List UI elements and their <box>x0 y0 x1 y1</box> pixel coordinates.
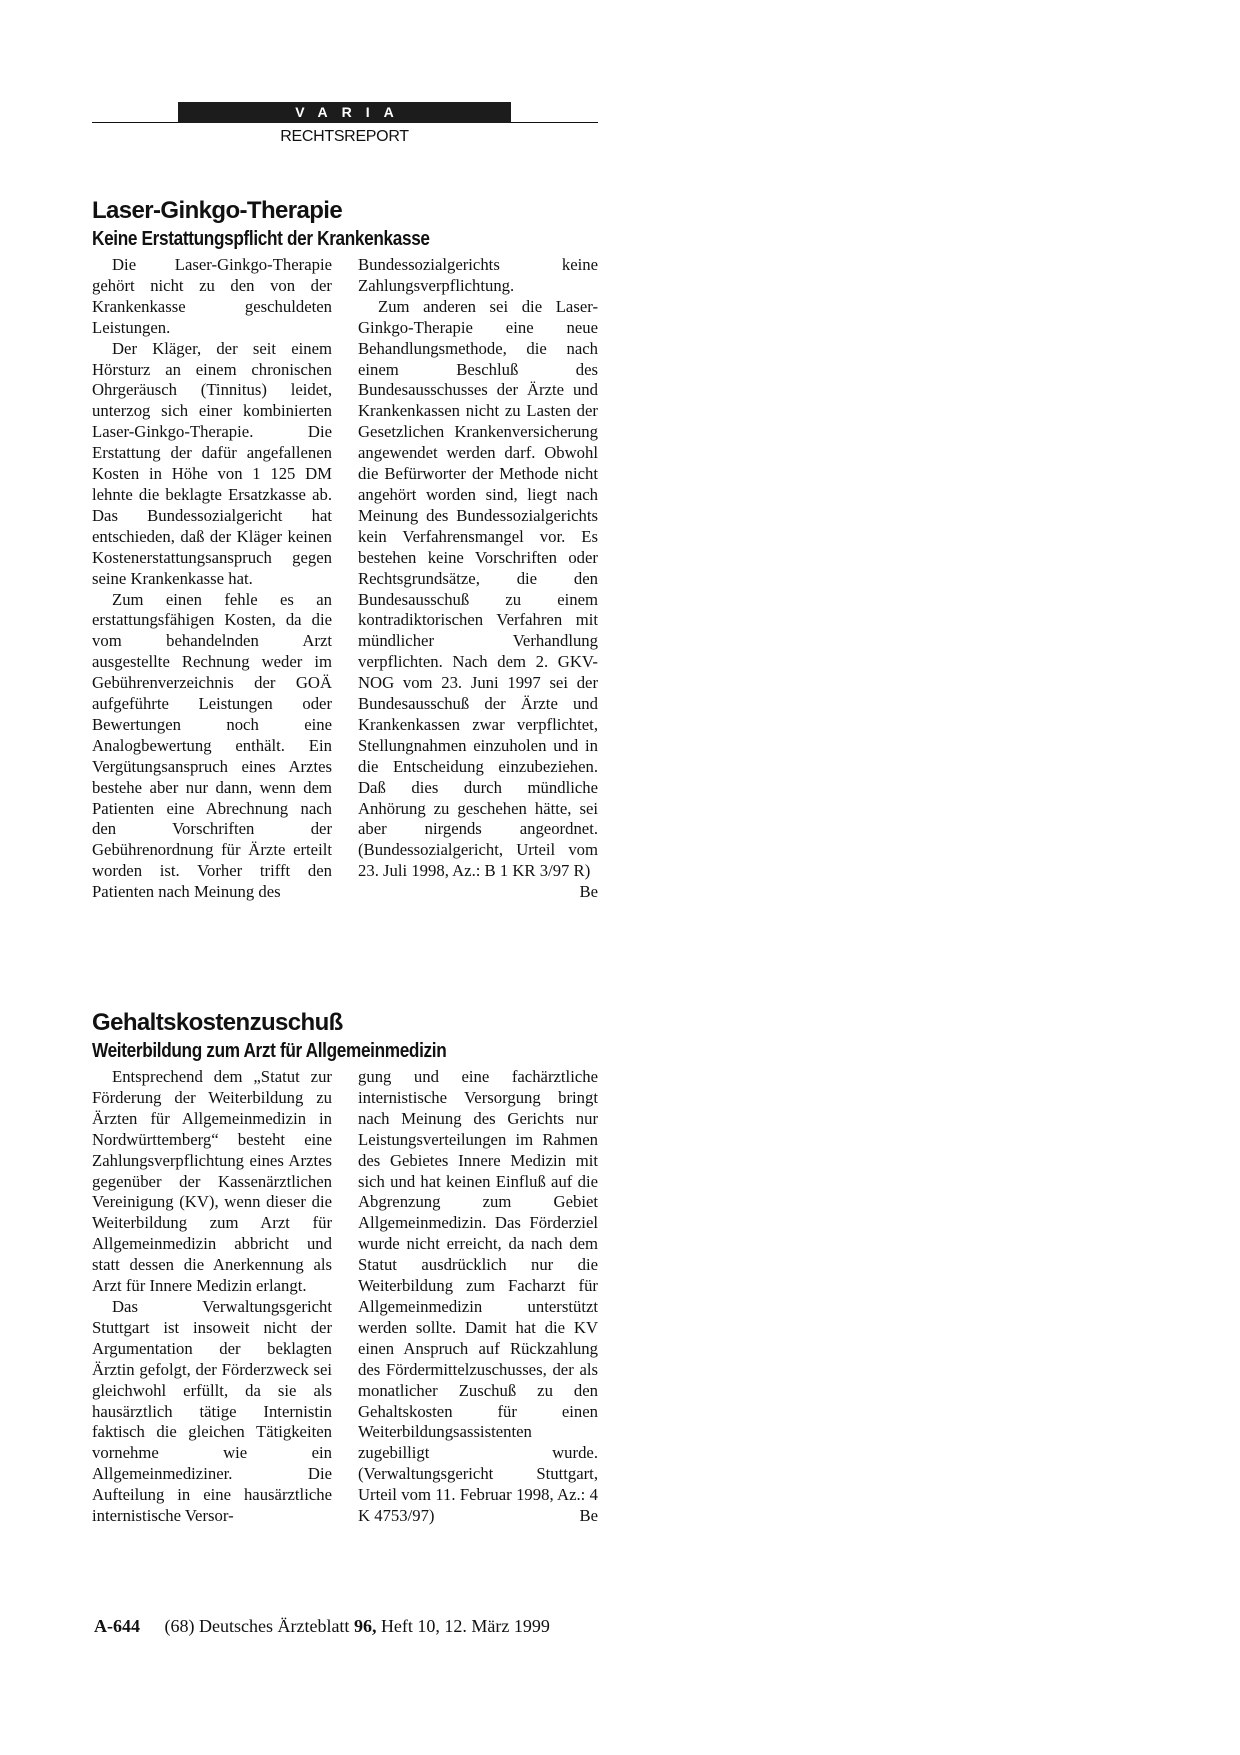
article-subtitle: Weiterbildung zum Arzt für Allgemeinmedizin <box>92 1040 447 1062</box>
article-gehaltskostenzuschuss <box>92 1008 598 1527</box>
column-right <box>358 1067 598 1527</box>
paragraph-text: gung und eine fachärztliche internistische Versorgung bringt nach Meinung des Gerichts nur Leistungsverteilungen im Rahmen des Gebietes Innere Medizin mit sich und hat keinen Einfluß auf die Abgrenzung zum Gebiet Allgemeinmedizin. Das Förderziel wurde nicht erreicht, da nach dem Statut ausdrücklich nur die Weiterbildung zum Facharzt für Allgemeinmedizin unterstützt werden sollte. Damit hat die KV einen Anspruch auf Rückzahlung des Fördermittelzuschusses, der als monatlicher Zuschuß zu den Gehaltskosten für einen Weiterbildungsassistenten zugebilligt wurde. (Verwaltungsgericht Stuttgart, Urteil vom 11. Februar 1998, Az.: 4 K 4753/97) <box>358 1067 598 1526</box>
paragraph: Die Laser-Ginkgo-Therapie gehört nicht zu den von der Krankenkasse geschuldeten Leistungen. <box>92 255 332 337</box>
section-label: RECHTSREPORT <box>280 128 409 145</box>
paragraph: Zum einen fehle es an erstattungsfähigen Kosten, da die vom behandelnden Arzt ausgestellte Rechnung weder im Gebührenverzeichnis der GOÄ aufgeführte Leistungen oder Bewertungen noch eine Analogbewertung enthält. Ein Vergütungsanspruch eines Arztes bestehe aber nur dann, wenn dem Patienten eine Abrechnung nach den Vorschriften der Gebührenordnung für Ärzte erteilt worden ist. Vorher trifft den Patienten nach Meinung des <box>92 589 332 902</box>
paragraph-continued: Bundessozialgerichts keine Zahlungsverpflichtung. <box>358 255 598 295</box>
paragraph: Entsprechend dem „Statut zur Förderung der Weiterbildung zu Ärzten für Allgemeinmedizin in Nordwürttemberg“ besteht eine Zahlungsverpflichtung eines Arztes gegenüber der Kassenärztlichen Vereinigung (KV), wenn dieser die Weiterbildung zum Arzt für Allgemeinmedizin abbricht und statt dessen die Anerkennung als Arzt für Innere Medizin erlangt. <box>92 1067 332 1296</box>
article-title: Gehaltskostenzuschuß <box>92 1009 343 1036</box>
department-banner: VARIA <box>178 102 511 123</box>
article-laser-ginkgo <box>92 196 598 903</box>
paragraph <box>358 296 598 902</box>
author-signature: Be <box>579 1506 598 1526</box>
article-columns <box>92 1067 598 1527</box>
issue-date: Heft 10, 12. März 1999 <box>380 1616 550 1636</box>
article-subtitle: Keine Erstattungspflicht der Krankenkasse <box>92 228 430 250</box>
article-columns <box>92 255 598 903</box>
article-title: Laser-Ginkgo-Therapie <box>92 197 343 224</box>
paragraph: Der Kläger, der seit einem Hörsturz an einem chronischen Ohrgeräusch (Tinnitus) leidet, unterzog sich einer kombinierten Laser-Ginkgo-Therapie. Die Erstattung der dafür angefallenen Kosten in Höhe von 1 125 DM lehnte die beklagte Ersatzkasse ab. Das Bundessozialgericht hat entschieden, daß der Kläger keinen Kostenerstattungsanspruch gegen seine Krankenkasse hat. <box>92 338 332 588</box>
volume-number: 96, <box>353 1616 377 1636</box>
paragraph-continued <box>358 1067 598 1527</box>
page-footer <box>94 1616 550 1637</box>
author-signature: Be <box>579 882 598 902</box>
column-right <box>358 255 598 903</box>
page-number: A-644 <box>94 1616 140 1636</box>
paragraph: Das Verwaltungsgericht Stuttgart ist insoweit nicht der Argumentation der beklagten Ärztin gefolgt, der Förderzweck sei gleichwohl erfüllt, da sie als hausärztlich tätige Internistin faktisch die gleichen Tätigkeiten vornehme wie ein Allgemeinmediziner. Die Aufteilung in eine hausärztliche internistische Versor- <box>92 1296 332 1526</box>
paragraph-text: Zum anderen sei die Laser-Ginkgo-Therapie eine neue Behandlungsmethode, die nach einem Beschluß des Bundesausschusses der Ärzte und Krankenkassen nicht zu Lasten der Gesetzlichen Krankenversicherung angewendet werden darf. Obwohl die Befürworter der Methode nicht angehört worden sind, liegt nach Meinung des Bundessozialgerichts kein Verfahrensmangel vor. Es bestehen keine Vorschriften oder Rechtsgrundsätze, die den Bundesausschuß zu einem kontradiktorischen Verfahren mit mündlicher Verhandlung verpflichten. Nach dem 2. GKV-NOG vom 23. Juni 1997 sei der Bundesausschuß der Ärzte und Krankenkassen zwar verpflichtet, Stellungnahmen einzuholen und in die Entscheidung einzubeziehen. Daß dies durch mündliche Anhörung zu geschehen hätte, sei aber nirgends angeordnet. (Bundessozialgericht, Urteil vom 23. Juli 1998, Az.: B 1 KR 3/97 R) <box>358 296 598 881</box>
column-left <box>92 1067 332 1527</box>
publication-name: (68) Deutsches Ärzteblatt <box>164 1616 350 1636</box>
column-left <box>92 255 332 903</box>
